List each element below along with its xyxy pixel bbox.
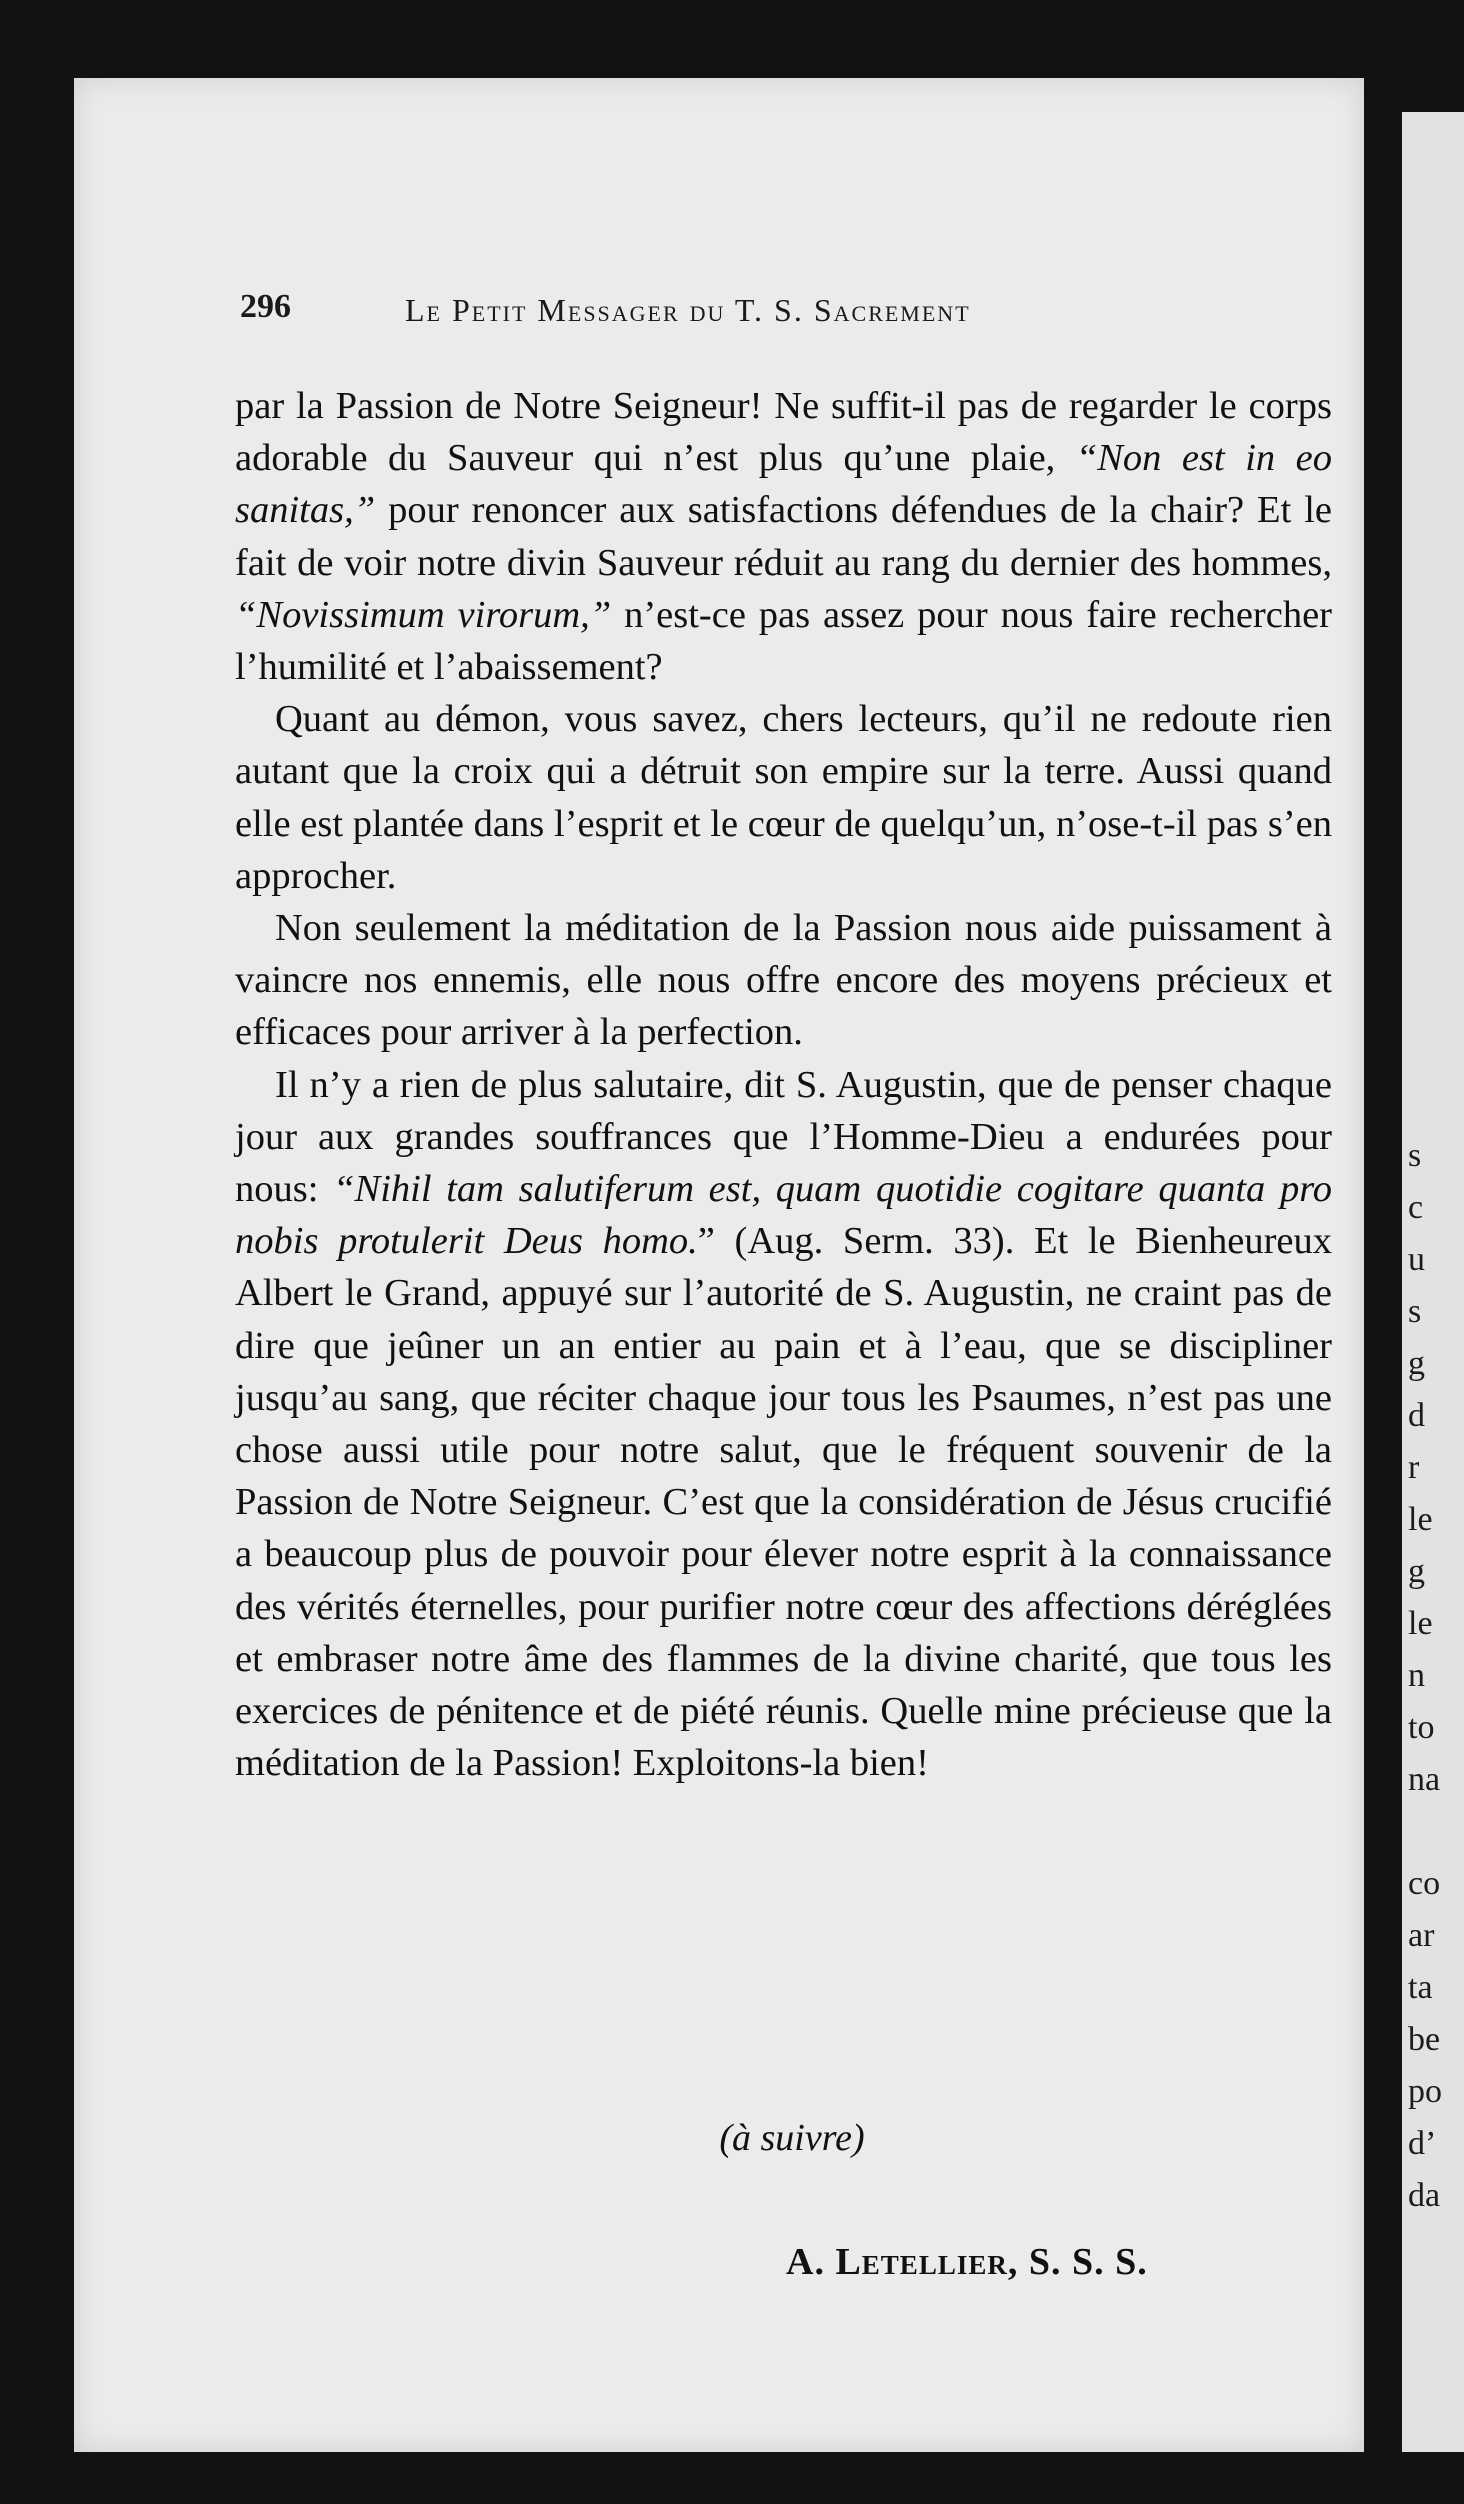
running-title: Le Petit Messager du T. S. Sacrement — [405, 292, 971, 328]
latin-quote: “Nihil tam salutiferum est, quam quotidie cogitare quanta pro nobis protulerit Deus homo. — [235, 1168, 1332, 1263]
text-segment: pour renoncer aux satisfactions défendues de la chair? Et le fait de voir notre divin Sauveur réduit au rang du dernier des hommes, — [235, 489, 1332, 584]
text-segment: Quant au démon, vous savez, chers lecteurs, qu’il ne redoute rien autant que la croix qui a détruit son empire sur la terre. Aussi quand elle est plantée dans l’esprit et le cœur de quelqu’un, n’ose-t-il pas s’en approcher. — [235, 698, 1332, 897]
to-be-continued-text: (à suivre) — [719, 2117, 865, 2159]
text-segment: Il n’y a rien de plus salutaire, dit S. Augustin, que de penser chaque jour aux grandes souffrances que l’Homme-Dieu a endurées pour nous: — [235, 1063, 1332, 1211]
paragraph — [235, 902, 1332, 1059]
page-header — [240, 288, 1240, 348]
author-signature: A. Letellier, S. S. S. — [786, 2241, 1148, 2283]
text-segment: n’est-ce pas assez pour nous faire rechercher l’humilité et l’abaissement? — [235, 593, 1333, 689]
article-body — [235, 380, 1332, 1789]
to-be-continued — [0, 2116, 1464, 2160]
paragraph — [235, 693, 1332, 902]
adjacent-page-text: s c u s g d r le g le n to na co ar ta be po d’ da — [1408, 1137, 1442, 2214]
text-segment: Non seulement la méditation de la Passion nous aide puissament à vaincre nos ennemis, elle nous offre encore des moyens précieux et efficaces pour arriver à la perfection. — [235, 907, 1332, 1054]
latin-quote: “Novissimum virorum,” — [235, 593, 612, 636]
page-number: 296 — [240, 288, 291, 325]
latin-quote: “Non est in eo sanitas,” — [235, 437, 1332, 532]
paragraph — [235, 1059, 1332, 1790]
text-segment: par la Passion de Notre Seigneur! Ne suffit-il pas de regarder le corps adorable du Sauveur qui n’est plus qu’une plaie, — [235, 385, 1332, 480]
paragraph — [235, 380, 1332, 693]
text-segment: ” (Aug. Serm. 33). Et le Bienheureux Albert le Grand, appuyé sur l’autorité de S. Augustin, ne craint pas de dire que jeûner un an entier au pain et à l’eau, que se discipliner jusqu’au sang, que réciter chaque jour tous les Psaumes, n’est pas une chose aussi utile pour notre salut, que le fréquent souvenir de la Passion de Notre Seigneur. C’est que la considération de Jésus crucifié a beaucoup plus de pouvoir pour élever notre esprit à la connaissance des vérités éternelles, pour purifier notre cœur des affections déréglées et embraser notre âme des flammes de la divine charité, que tous les exercices de pénitence et de piété réunis. Quelle mine précieuse que la méditation de la Passion! Exploitons-la bien! — [235, 1220, 1332, 1785]
